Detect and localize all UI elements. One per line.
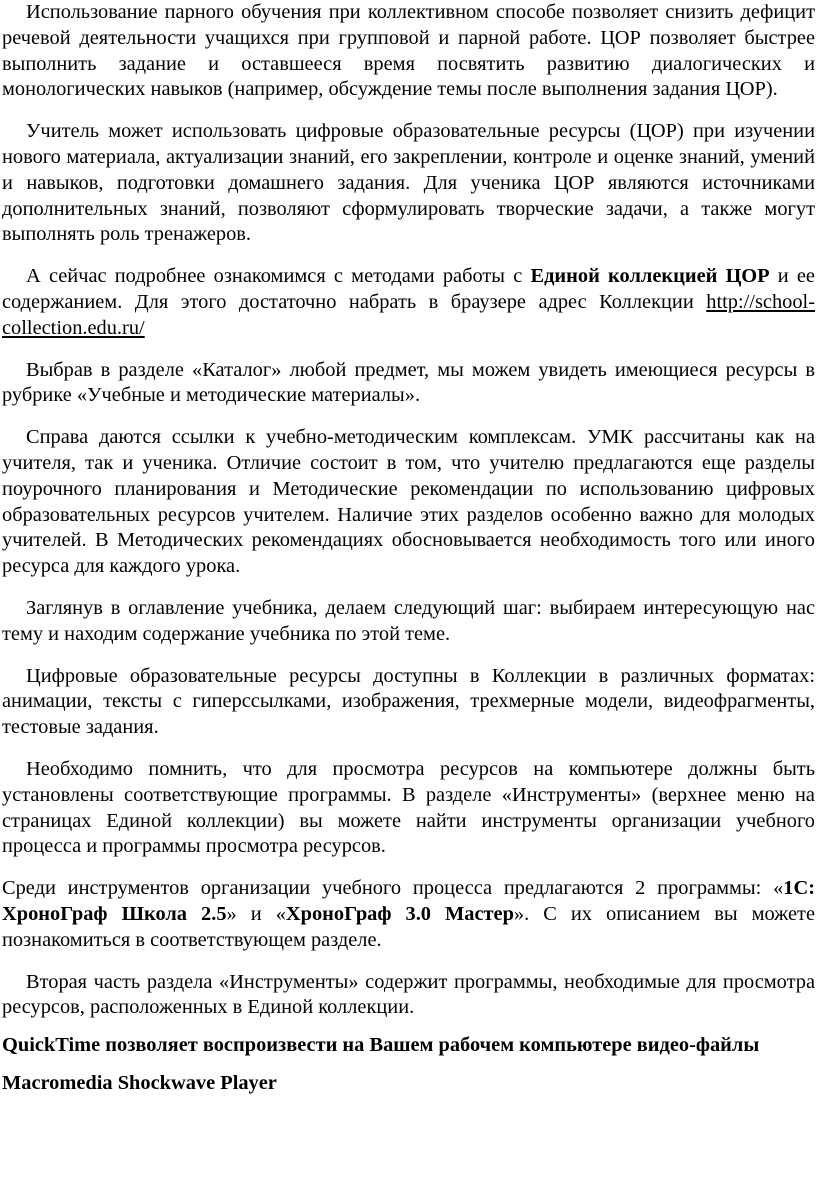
p9-text-after: ». С их описанием вы можете познакомиться в соответствующем разделе. — [2, 902, 816, 951]
paragraph-tools-part-two: Вторая часть раздела «Инструменты» содержит программы, необходимые для просмотра ресурсов, расположенных в Единой коллекции. — [2, 970, 815, 1019]
paragraph-programs: Необходимо помнить, что для просмотра ресурсов на компьютере должны быть установлены соответствующие программы. В разделе «Инструменты» (верхнее меню на страницах Единой коллекции) вы можете найти инструменты организации учебного процесса и программы просмотра ресурсов. — [2, 757, 815, 858]
paragraph-umk: Справа даются ссылки к учебно-методическим комплексам. УМК рассчитаны как на учителя, так и ученика. Отличие состоит в том, что учителю предлагаются еще разделы поурочного планирования и Методические рекомендации по использованию цифровых образовательных ресурсов учителем. Наличие этих разделов особенно важно для молодых учителей. В Методических рекомендациях обосновывается необходимость того или иного ресурса для каждого урока. — [2, 426, 815, 578]
quicktime-text: QuickTime позволяет воспроизвести на Вашем рабочем компьютере видео-файлы — [2, 1034, 760, 1057]
heading-quicktime — [2, 1033, 815, 1059]
paragraph-pair-learning: Использование парного обучения при коллективном способе позволяет снизить дефицит речевой деятельности учащихся при групповой и парной работе. ЦОР позволяет быстрее выполнить задание и оставшееся время посвятить развитию диалогических и монологических навыков (например, обсуждение темы после выполнения задания ЦОР). — [2, 1, 815, 101]
program-name-2: ХроноГраф 3.0 Мастер — [285, 902, 514, 925]
collection-link[interactable]: http://school-collection.edu.ru/ — [2, 290, 815, 339]
shockwave-text: Macromedia Shockwave Player — [2, 1071, 277, 1094]
p3-text-before: А сейчас подробнее ознакомимся с методами работы с — [26, 265, 531, 288]
paragraph-catalog: Выбрав в разделе «Каталог» любой предмет, мы можем увидеть имеющиеся ресурсы в рубрике «Учебные и методические материалы». — [2, 358, 815, 407]
paragraph-chronograph — [2, 876, 815, 953]
paragraph-teacher-use: Учитель может использовать цифровые образовательные ресурсы (ЦОР) при изучении нового материала, актуализации знаний, его закреплении, контроле и оценке знаний, умений и навыков, подготовки домашнего задания. Для ученика ЦОР являются источниками дополнительных знаний, позволяют сформулировать творческие задачи, а также могут выполнять роль тренажеров. — [2, 120, 815, 246]
collection-name: Единой коллекцией ЦОР — [530, 265, 770, 288]
heading-shockwave — [2, 1071, 815, 1097]
program-name-1: 1С: ХроноГраф Школа 2.5 — [2, 877, 815, 925]
p9-text-mid: » и « — [226, 902, 286, 925]
p3-text-after: и ее содержанием. Для этого достаточно набрать в браузере адрес Коллекции — [2, 265, 815, 313]
paragraph-collection-intro — [2, 264, 815, 341]
paragraph-contents: Заглянув в оглавление учебника, делаем следующий шаг: выбираем интересующую нас тему и находим содержание учебника по этой теме. — [2, 596, 815, 645]
p9-text-before: Среди инструментов организации учебного процесса предлагаются 2 программы: « — [2, 877, 784, 900]
paragraph-formats: Цифровые образовательные ресурсы доступны в Коллекции в различных форматах: анимации, тексты с гиперссылками, изображения, трехмерные модели, видеофрагменты, тестовые задания. — [2, 664, 815, 739]
